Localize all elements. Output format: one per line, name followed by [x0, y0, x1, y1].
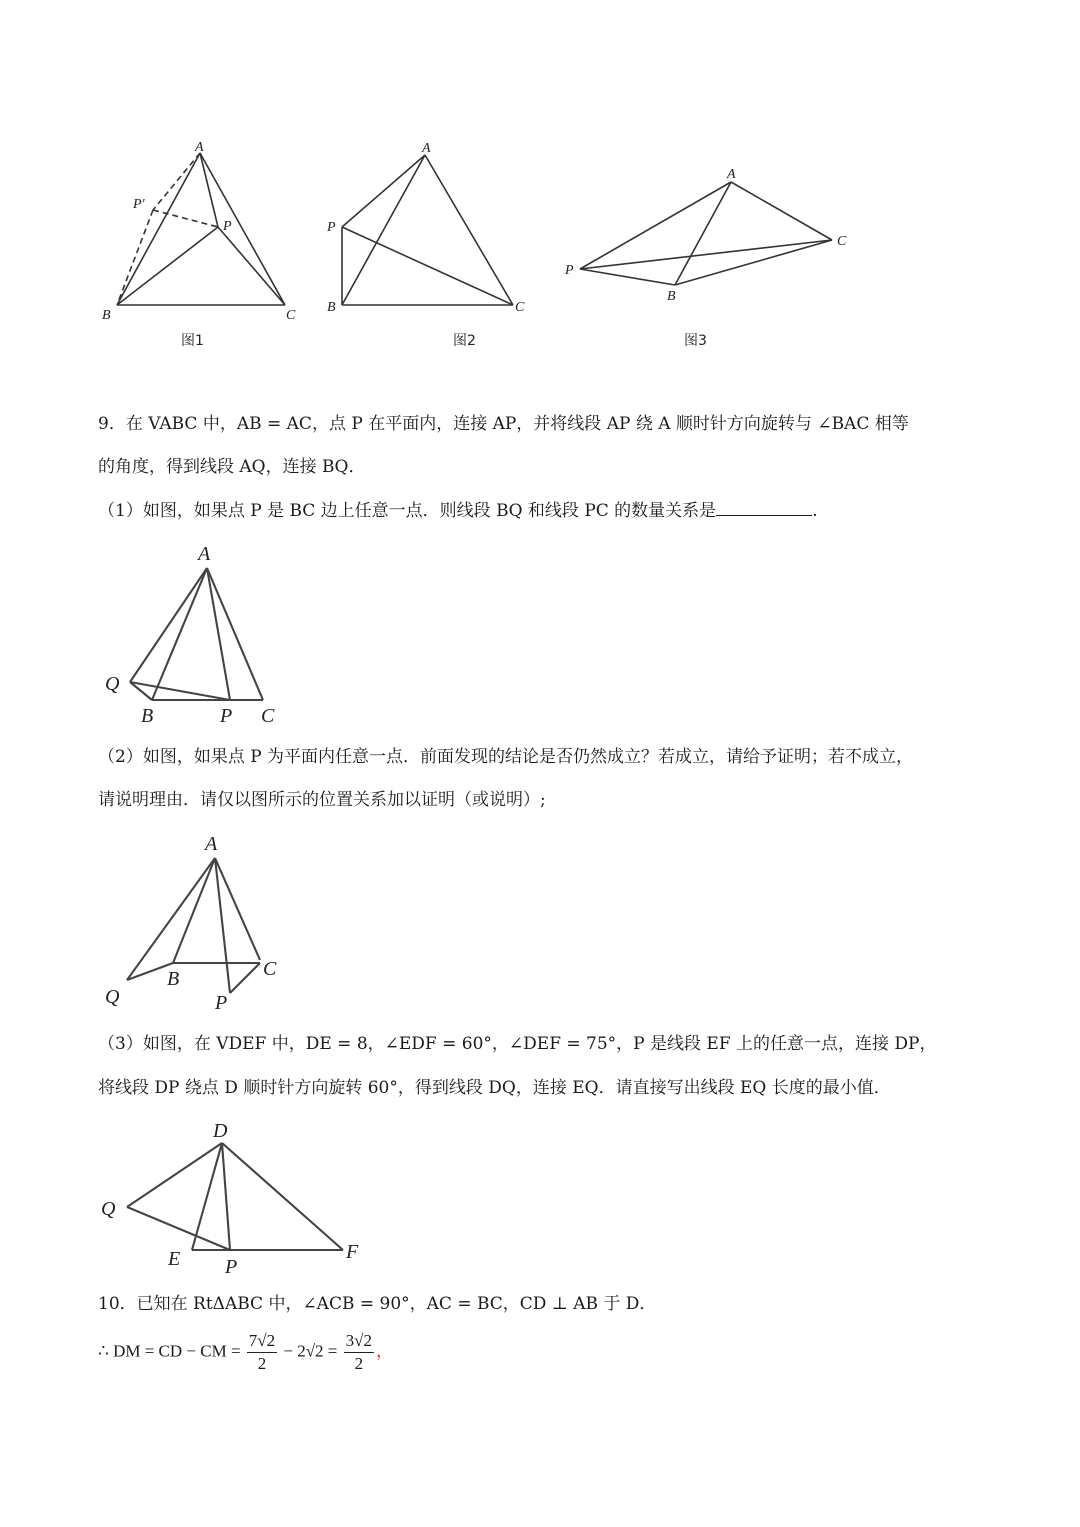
fraction-2-denominator: 2: [354, 1354, 364, 1373]
figure-1: [95, 135, 315, 355]
eq-mid: − 2√2 =: [283, 1341, 338, 1361]
label-C: C: [837, 234, 847, 249]
q9-part2-line1: （2）如图，如果点 P 为平面内任意一点．前面发现的结论是否仍然成立？若成立，请给予证明；若不成立，: [98, 747, 914, 767]
label-A: A: [727, 167, 736, 182]
label-A: A: [422, 141, 431, 156]
figure-2: [320, 135, 540, 355]
label-P: P: [225, 1256, 238, 1278]
label-E: E: [168, 1248, 181, 1270]
label-P: P: [327, 220, 336, 235]
label-F: F: [346, 1241, 359, 1263]
q9-part1-end: .: [812, 501, 818, 521]
label-C: C: [263, 958, 277, 980]
figure-3: [560, 160, 860, 360]
label-P: P: [220, 705, 233, 727]
label-Q: Q: [101, 1198, 116, 1220]
q9-line1: 9．在 VABC 中，AB = AC，点 P 在平面内，连接 AP，并将线段 AP 绕 A 顺时针方向旋转与 ∠BAC 相等: [98, 414, 909, 434]
q9-part1: [98, 499, 818, 523]
q9-figure-2: [95, 825, 295, 1015]
label-A: A: [195, 140, 204, 155]
q9-line2: 的角度，得到线段 AQ，连接 BQ．: [98, 457, 366, 477]
figure-3-caption: 图3: [684, 333, 707, 349]
label-C: C: [261, 705, 275, 727]
label-D: D: [213, 1120, 228, 1142]
label-Q: Q: [105, 986, 120, 1008]
q9-figure-3: [95, 1115, 375, 1285]
fraction-2-numerator: 3√2: [344, 1330, 374, 1353]
label-B: B: [141, 705, 154, 727]
label-B: B: [327, 300, 336, 315]
label-B: B: [667, 289, 676, 304]
q9-part3-line1: （3）如图，在 VDEF 中，DE = 8，∠EDF = 60°，∠DEF = 75°，P 是线段 EF 上的任意一点，连接 DP，: [98, 1034, 937, 1054]
q9-part3-line2: 将线段 DP 绕点 D 顺时针方向旋转 60°，得到线段 DQ，连接 EQ．请直接写出线段 EQ 长度的最小值．: [98, 1078, 891, 1098]
fraction-1-denominator: 2: [257, 1354, 267, 1373]
label-P: P: [565, 263, 574, 278]
figure-2-caption: 图2: [453, 333, 476, 349]
label-P: P: [223, 219, 232, 234]
fraction-1: [247, 1330, 277, 1375]
q9-part1-text: （1）如图，如果点 P 是 BC 边上任意一点．则线段 BQ 和线段 PC 的数量关系是: [98, 501, 717, 521]
figure-1-caption: 图1: [181, 333, 204, 349]
label-Q: Q: [105, 673, 120, 695]
q10-line1: 10．已知在 RtΔABC 中，∠ACB = 90°，AC = BC，CD ⊥ AB 于 D．: [98, 1294, 657, 1314]
q10-equation: [98, 1330, 393, 1375]
eq-prefix: ∴ DM = CD − CM =: [98, 1341, 241, 1361]
label-C: C: [286, 308, 296, 323]
label-C: C: [515, 300, 525, 315]
label-A: A: [205, 833, 218, 855]
q9-part2-line2: 请说明理由．请仅以图所示的位置关系加以证明（或说明）;: [98, 790, 546, 810]
q9-figure-1: [95, 540, 295, 730]
fraction-1-numerator: 7√2: [247, 1330, 277, 1353]
label-A: A: [198, 543, 211, 565]
eq-end: ，: [376, 1341, 393, 1361]
label-P-prime: P': [133, 197, 145, 212]
fraction-2: [344, 1330, 374, 1375]
label-B: B: [167, 968, 180, 990]
label-P: P: [215, 992, 228, 1014]
label-B: B: [102, 308, 111, 323]
answer-blank: [716, 499, 812, 516]
